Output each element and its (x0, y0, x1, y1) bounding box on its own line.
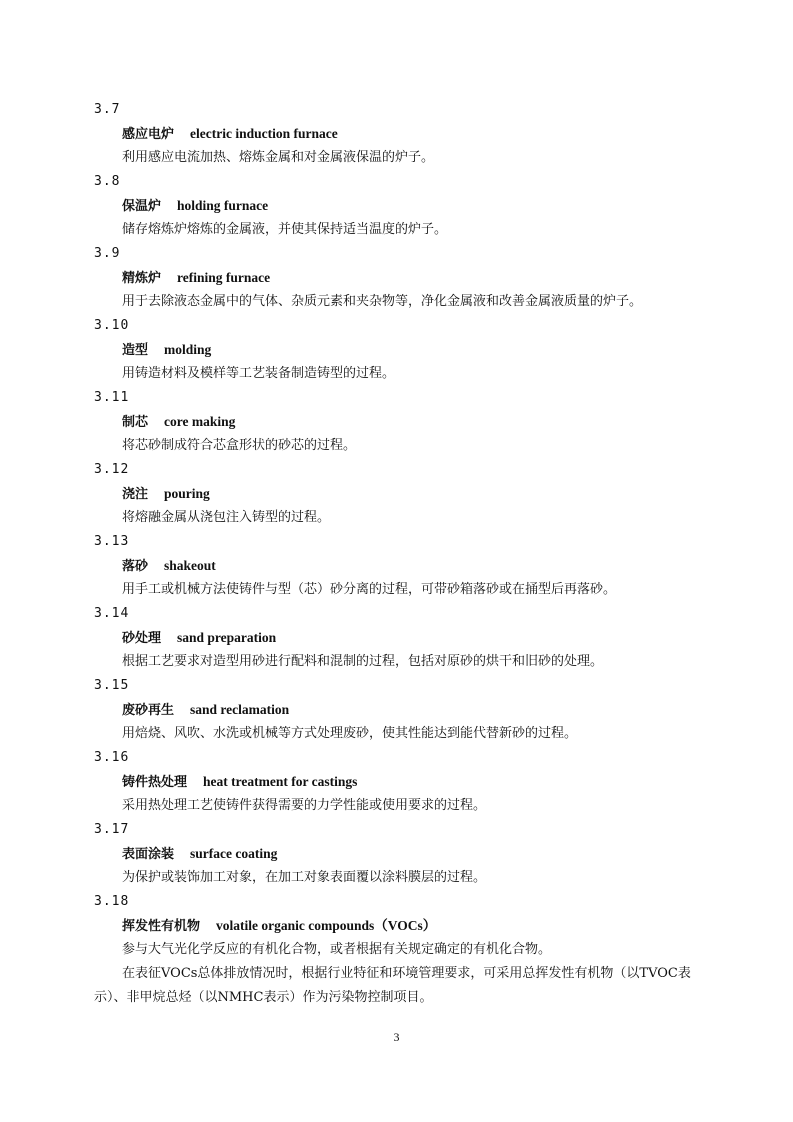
term-en: surface coating (190, 846, 278, 861)
term-heading (122, 914, 716, 938)
term-number: 3.9 (94, 246, 121, 261)
term-zh: 挥发性有机物 (122, 919, 201, 934)
term-en: shakeout (164, 558, 216, 573)
term-zh: 造型 (122, 343, 149, 358)
term-definition: 为保护或装饰加工对象，在加工对象表面覆以涂料膜层的过程。 (122, 870, 487, 885)
term-zh: 落砂 (122, 559, 149, 574)
term-note: 在表征VOCs总体排放情况时，根据行业特征和环境管理要求，可采用总挥发性有机物（以TVOC表示）、非甲烷总烃（以NMHC表示）作为污染物控制项目。 (94, 966, 691, 1005)
term-definition: 用铸造材料及模样等工艺装备制造铸型的过程。 (122, 366, 396, 381)
term-definition: 用于去除液态金属中的气体、杂质元素和夹杂物等，净化金属液和改善金属液质量的炉子。 (122, 294, 643, 309)
term-number: 3.11 (94, 390, 130, 405)
term-en: core making (164, 414, 236, 429)
term-number: 3.7 (94, 102, 121, 117)
term-zh: 铸件热处理 (122, 775, 188, 790)
term-number: 3.12 (94, 462, 130, 477)
term-entry (94, 674, 716, 746)
term-en: heat treatment for castings (203, 774, 358, 789)
term-entry (94, 314, 716, 386)
term-definition: 将芯砂制成符合芯盒形状的砂芯的过程。 (122, 438, 357, 453)
term-definition: 利用感应电流加热、熔炼金属和对金属液保温的炉子。 (122, 150, 435, 165)
term-definition: 用焙烧、风吹、水洗或机械等方式处理废砂，使其性能达到能代替新砂的过程。 (122, 726, 578, 741)
term-heading (122, 122, 716, 146)
term-zh: 表面涂装 (122, 847, 175, 862)
term-definition: 用手工或机械方法使铸件与型（芯）砂分离的过程，可带砂箱落砂或在捅型后再落砂。 (122, 582, 617, 597)
term-entry (94, 818, 716, 890)
term-heading (122, 770, 716, 794)
term-number: 3.15 (94, 678, 130, 693)
term-zh: 浇注 (122, 487, 149, 502)
term-heading (122, 698, 716, 722)
term-heading (122, 482, 716, 506)
term-heading (122, 194, 716, 218)
term-definition: 采用热处理工艺使铸件获得需要的力学性能或使用要求的过程。 (122, 798, 487, 813)
term-heading (122, 266, 716, 290)
term-zh: 保温炉 (122, 199, 162, 214)
term-number: 3.13 (94, 534, 130, 549)
term-heading (122, 554, 716, 578)
term-number: 3.16 (94, 750, 130, 765)
term-heading (122, 338, 716, 362)
term-zh: 制芯 (122, 415, 149, 430)
term-number: 3.17 (94, 822, 130, 837)
term-en: molding (164, 342, 212, 357)
term-entry (94, 458, 716, 530)
term-en: refining furnace (177, 270, 271, 285)
term-en: volatile organic compounds（VOCs） (216, 918, 437, 933)
term-en: sand preparation (177, 630, 277, 645)
term-en: electric induction furnace (190, 126, 338, 141)
term-zh: 砂处理 (122, 631, 162, 646)
term-definition: 参与大气光化学反应的有机化合物，或者根据有关规定确定的有机化合物。 (122, 942, 552, 957)
term-heading (122, 410, 716, 434)
term-entry (94, 98, 716, 170)
term-number: 3.18 (94, 894, 130, 909)
term-definition: 将熔融金属从浇包注入铸型的过程。 (122, 510, 331, 525)
term-entry (94, 890, 716, 1010)
term-entry (94, 242, 716, 314)
term-en: pouring (164, 486, 210, 501)
term-en: holding furnace (177, 198, 269, 213)
term-entry (94, 746, 716, 818)
terms-section (94, 98, 716, 1010)
term-number: 3.14 (94, 606, 130, 621)
term-heading (122, 842, 716, 866)
term-entry (94, 602, 716, 674)
term-entry (94, 530, 716, 602)
term-entry (94, 386, 716, 458)
page-number: 3 (393, 1030, 400, 1044)
term-definition: 储存熔炼炉熔炼的金属液，并使其保持适当温度的炉子。 (122, 222, 448, 237)
term-zh: 精炼炉 (122, 271, 162, 286)
term-number: 3.10 (94, 318, 130, 333)
term-zh: 感应电炉 (122, 127, 175, 142)
term-zh: 废砂再生 (122, 703, 175, 718)
term-en: sand reclamation (190, 702, 290, 717)
term-entry (94, 170, 716, 242)
term-definition: 根据工艺要求对造型用砂进行配料和混制的过程，包括对原砂的烘干和旧砂的处理。 (122, 654, 604, 669)
term-heading (122, 626, 716, 650)
term-number: 3.8 (94, 174, 121, 189)
